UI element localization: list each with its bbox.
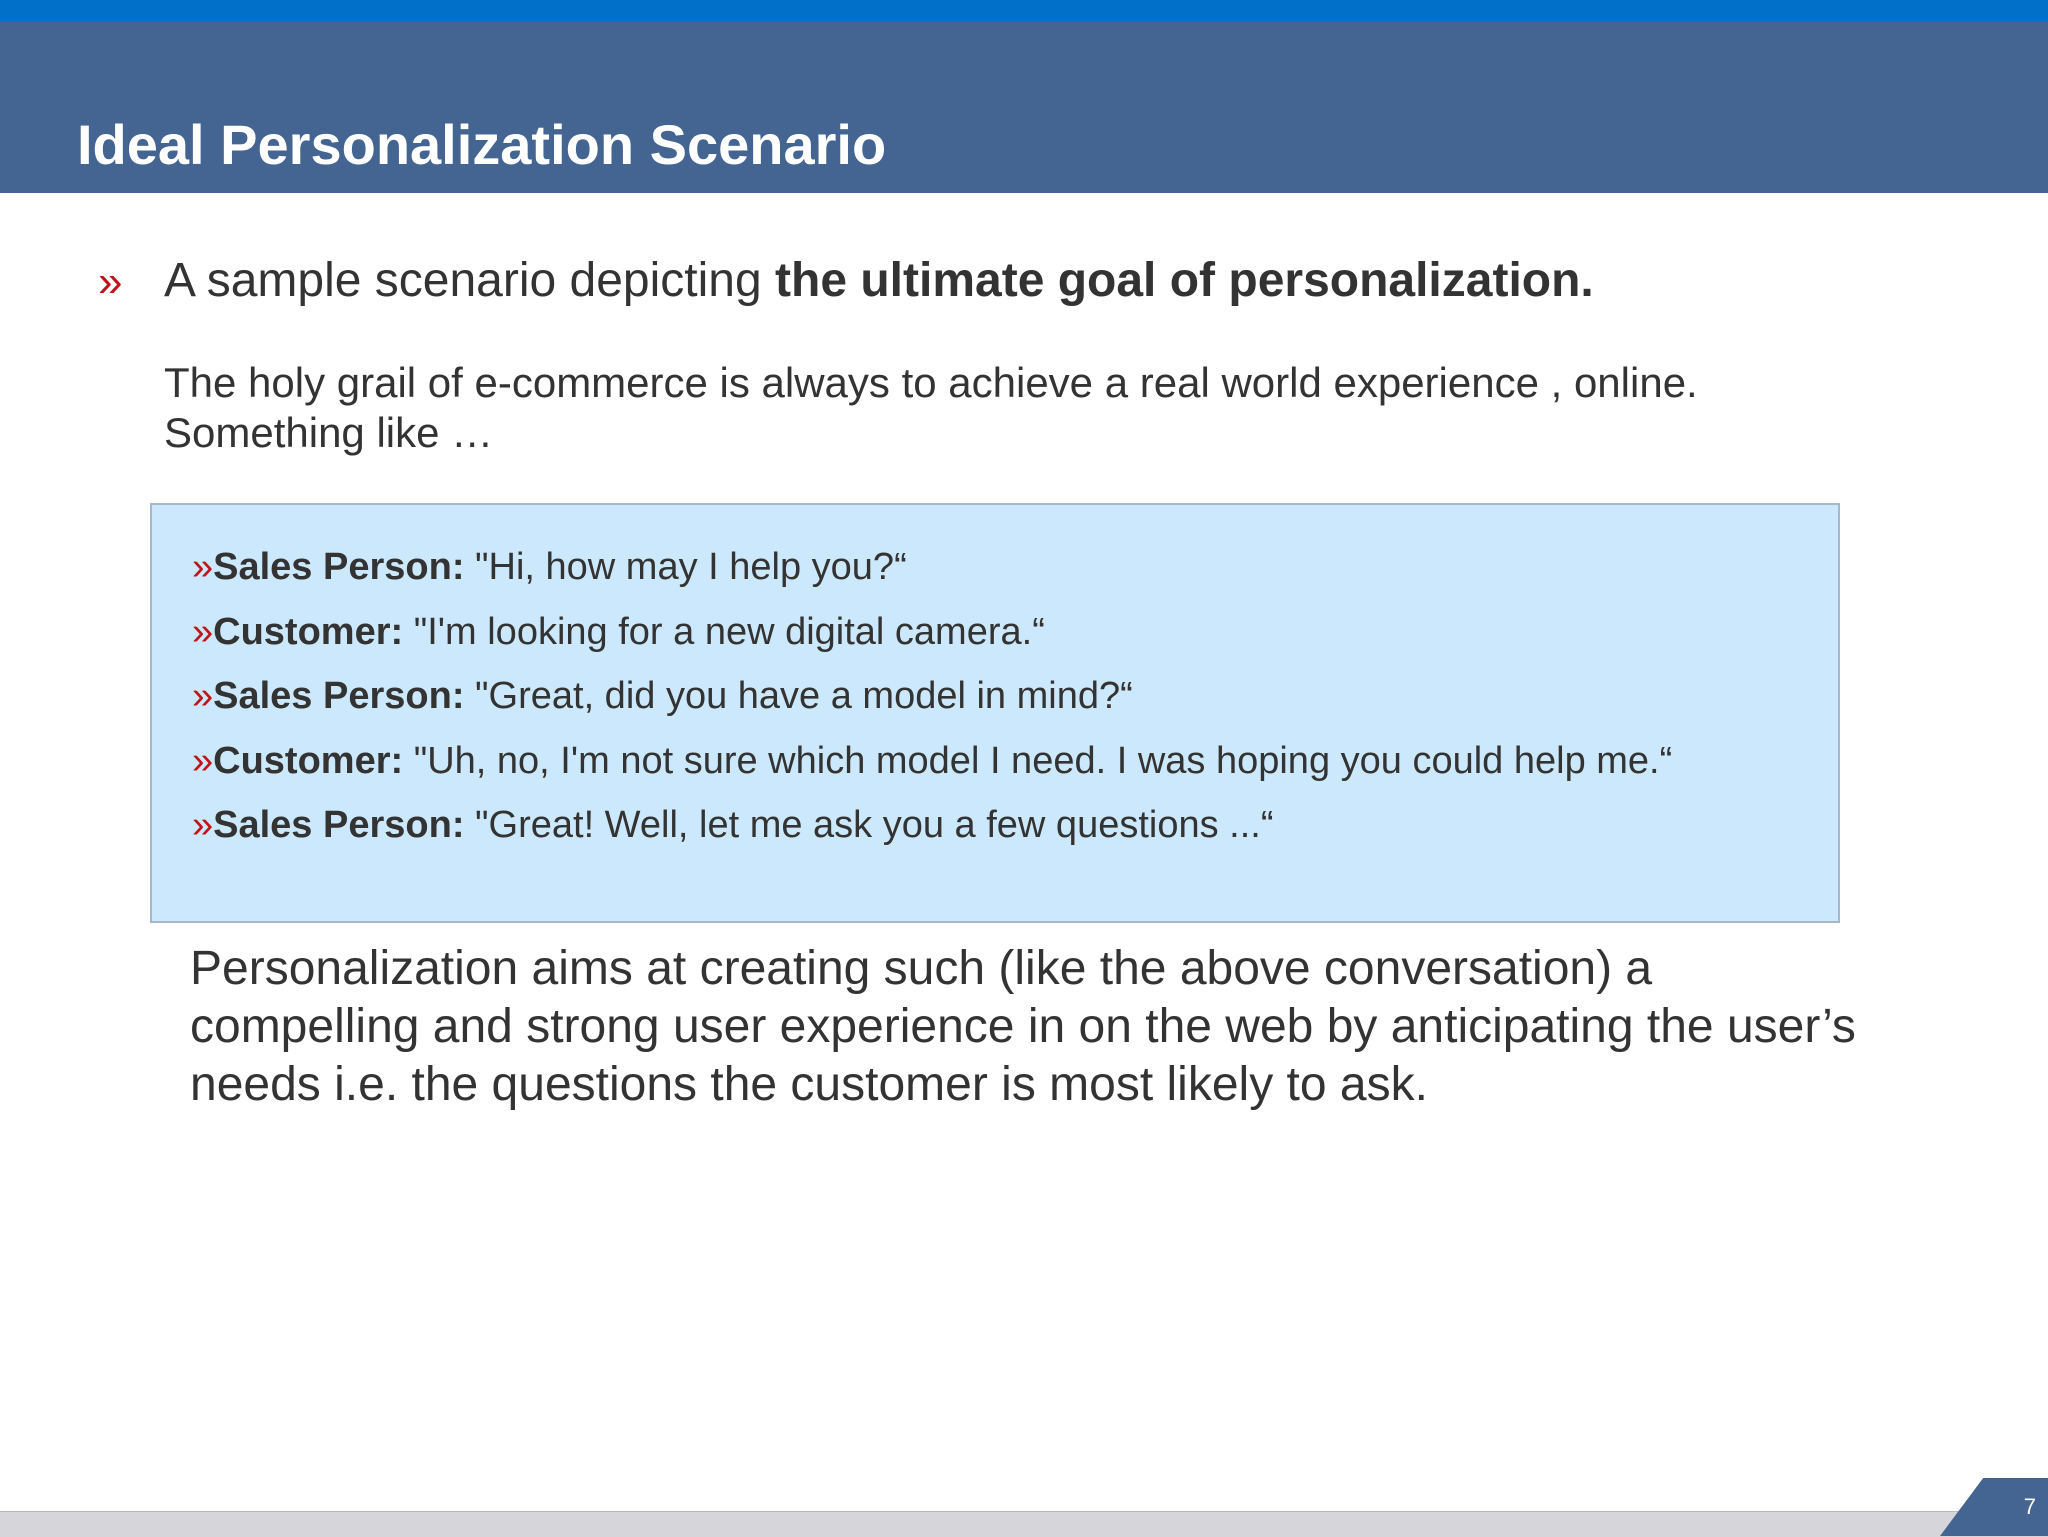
dialog-text: "Great! Well, let me ask you a few questions ...“ <box>464 804 1274 846</box>
top-accent-strip <box>0 0 2048 22</box>
footer-bar <box>0 1511 2048 1537</box>
bullet-text <box>164 254 1594 307</box>
dialog-speaker: Sales Person: <box>213 804 465 846</box>
conclusion-line-2: compelling and strong user experience in on the web by anticipating the user’s <box>190 1000 1856 1053</box>
dialog-marker-icon: » <box>192 546 214 588</box>
dialog-line <box>192 664 1672 729</box>
dialog-text: "I'm looking for a new digital camera.“ <box>403 610 1045 653</box>
dialog-speaker: Sales Person: <box>213 675 465 717</box>
bullet-text-plain: A sample scenario depicting <box>164 254 776 307</box>
dialog-speaker: Sales Person: <box>213 546 465 588</box>
conclusion-line-1: Personalization aims at creating such (like the above conversation) a <box>190 942 1653 995</box>
dialog-speaker: Customer: <box>213 610 404 653</box>
dialog-speaker: Customer: <box>213 739 404 782</box>
intro-paragraph <box>164 358 1964 458</box>
slide-title: Ideal Personalization Scenario <box>77 113 887 176</box>
dialog-line <box>192 535 1672 600</box>
dialog-marker-icon: » <box>192 739 214 782</box>
intro-line-1: The holy grail of e-commerce is always to achieve a real world experience , online. <box>164 359 1698 406</box>
dialog-text: "Hi, how may I help you?“ <box>464 546 907 588</box>
dialog-marker-icon: » <box>192 804 214 846</box>
intro-line-2: Something like … <box>164 409 494 456</box>
main-bullet <box>98 250 1594 313</box>
dialog-text: "Uh, no, I'm not sure which model I need. I was hoping you could help me.“ <box>403 739 1673 782</box>
dialog-marker-icon: » <box>192 610 214 653</box>
dialog-list <box>192 535 1672 858</box>
dialog-line <box>192 793 1672 858</box>
conclusion-paragraph <box>190 940 2020 1114</box>
dialog-box <box>150 503 1840 923</box>
dialog-line <box>192 600 1672 665</box>
dialog-line <box>192 729 1672 794</box>
dialog-text: "Great, did you have a model in mind?“ <box>464 675 1133 717</box>
page-number: 7 <box>2023 1494 2036 1519</box>
bullet-marker-icon: » <box>98 257 123 306</box>
conclusion-line-3: needs i.e. the questions the customer is most likely to ask. <box>190 1058 1428 1111</box>
dialog-marker-icon: » <box>192 675 214 717</box>
bullet-text-bold: the ultimate goal of personalization. <box>775 254 1594 307</box>
